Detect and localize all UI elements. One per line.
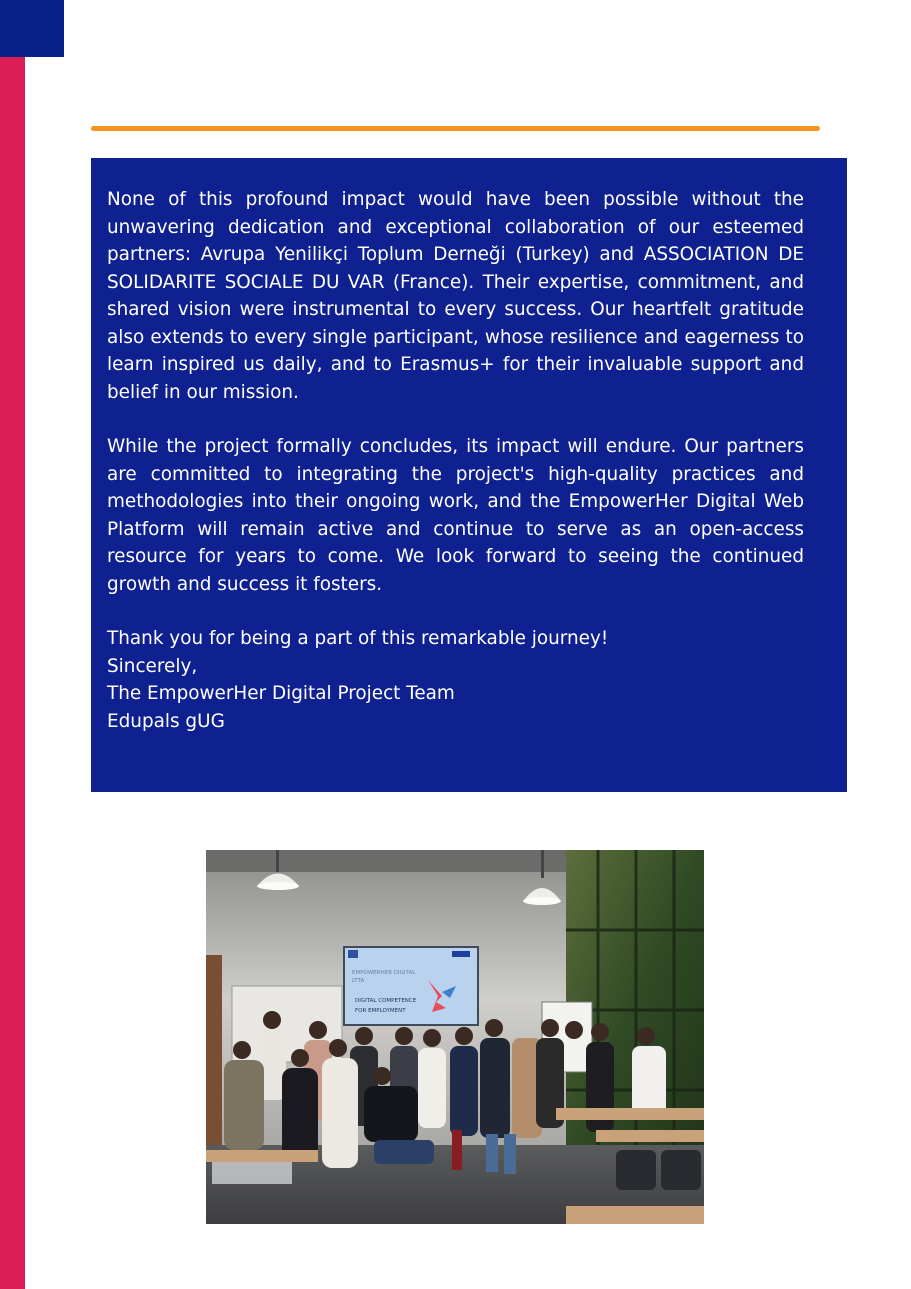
orange-divider (91, 126, 820, 131)
desk-right (556, 1108, 704, 1120)
projection-screen (344, 947, 478, 1025)
group-photo (206, 850, 704, 1224)
top-left-corner-block (0, 0, 64, 57)
kneeling-man (364, 1086, 418, 1142)
screen-title-1: EMPOWERHER DIGITAL (352, 970, 416, 976)
door (206, 955, 222, 1155)
letter-team-name: The EmpowerHer Digital Project Team (107, 683, 455, 704)
letter-signoff: Sincerely, (107, 655, 198, 677)
left-accent-stripe (0, 0, 25, 1289)
screen-subtitle-1: DIGITAL COMPETENCE (355, 998, 417, 1004)
screen-title-2: LTTA (352, 978, 365, 984)
desk-left (206, 1150, 318, 1162)
letter-closing-line: Thank you for being a part of this remarkable journey! (107, 628, 609, 649)
letter-paragraph-legacy: While the project formally concludes, its impact will endure. Our partners are committed to integrating the project's high-quality practices and methodologies into their ongoing work, and the EmpowerHer Digital Web Platform will remain active and continue to serve as an open-access resource for years to come. We look forward to seeing the continued growth and success it fosters. (107, 436, 804, 595)
closing-letter-box (91, 158, 847, 792)
letter-organization: Edupals gUG (107, 710, 225, 732)
letter-paragraph-acknowledgements: None of this profound impact would have been possible without the unwavering dedication and exceptional collaboration of our esteemed partners: Avrupa Yenilikçi Toplum Derneği (Turkey) and ASSOCIATION DE SOLIDARITE SOCIALE DU VAR (France). Their expertise, commitment, and shared vision were instrumental to every success. Our heartfelt gratitude also extends to every single participant, whose resilience and eagerness to learn inspired us daily, and to Erasmus+ for their invaluable support and belief in our mission. (107, 189, 804, 403)
screen-subtitle-2: FOR EMPLOYMENT (355, 1008, 406, 1014)
